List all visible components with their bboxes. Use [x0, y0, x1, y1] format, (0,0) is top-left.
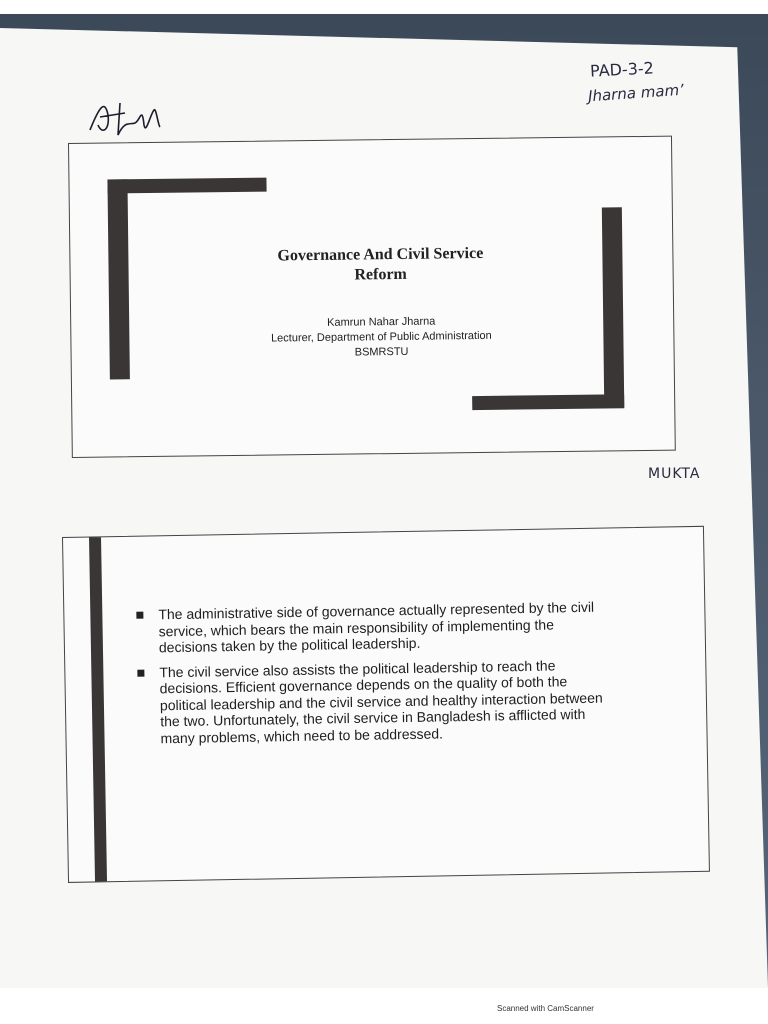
square-bullet-icon: [136, 612, 143, 619]
bullet-text: The administrative side of governance actually represented by the civil service, which bears the main responsibility of implementing the decisions taken by the political leadership.: [158, 598, 595, 656]
top-margin: [0, 0, 768, 14]
title-slide: [68, 136, 676, 458]
student-name-note: MUKTA: [648, 466, 701, 482]
course-code-note: PAD-3-2: [589, 58, 655, 81]
corner-bracket-top-left-horizontal: [107, 178, 266, 194]
bullet-text: The civil service also assists the political leadership to reach the decisions. Efficient governance depends on the quality of both the political leadership and the civil service and healthy interaction between the two. Unfortunately, the civil service in Bangladesh is afflicted with many problems, which need to be addressed.: [159, 656, 603, 746]
author-position: Lecturer, Department of Public Administration: [270, 329, 492, 345]
square-bullet-icon: [137, 669, 144, 676]
signature: [80, 95, 180, 145]
bullet-item: [134, 599, 605, 657]
corner-bracket-top-left-vertical: [107, 179, 129, 379]
author-note: Jharna mam’: [587, 80, 685, 106]
bullet-list: [134, 599, 607, 755]
slide-title-line1: Governance And Civil Service: [277, 244, 484, 265]
slide-title: [230, 243, 530, 287]
left-accent-bar: [89, 537, 107, 881]
corner-bracket-bottom-right-vertical: [602, 207, 624, 407]
author-block: [221, 313, 542, 362]
content-slide: [62, 526, 710, 883]
author-name: Kamrun Nahar Jharna: [327, 315, 436, 329]
author-institution: BSMRSTU: [354, 345, 409, 359]
corner-bracket-bottom-right-horizontal: [472, 394, 624, 410]
bullet-item: [135, 656, 606, 747]
bottom-margin: [0, 988, 768, 1024]
slide-title-line2: Reform: [354, 265, 407, 284]
scanner-watermark: Scanned with CamScanner: [497, 1004, 594, 1013]
